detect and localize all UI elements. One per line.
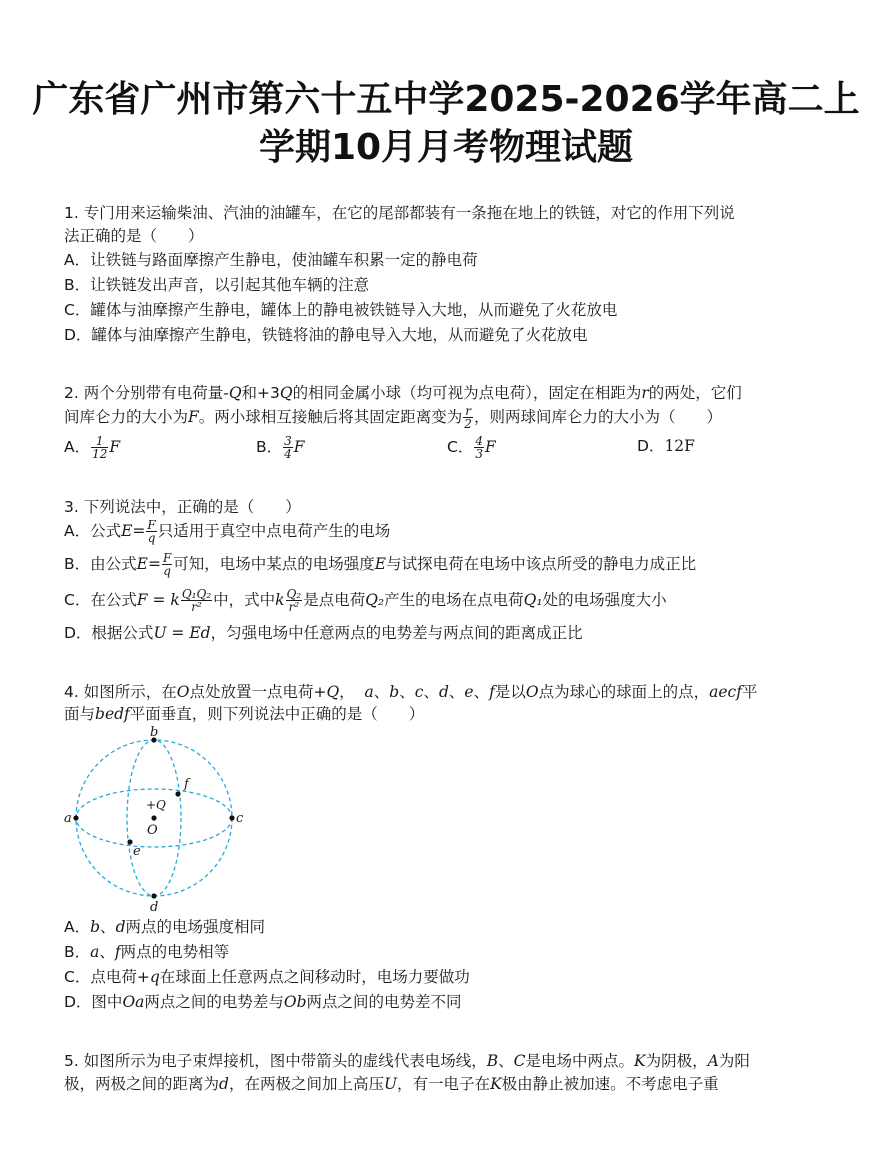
frac-den: q: [147, 531, 156, 545]
q4-var: Ob: [283, 993, 307, 1011]
q4-stem-line1: [64, 682, 757, 702]
q3-text: 与试探电荷在电场中该点所受的静电力成正比: [386, 555, 697, 573]
q2-var-q: Q: [228, 384, 242, 402]
point-f: [175, 791, 180, 796]
q2-option-b: [256, 434, 305, 460]
q2-text: 间库仑力的大小为: [64, 408, 189, 426]
q4-text: 两点的电场强度相同: [125, 918, 266, 936]
q3-text: 只适用于真空中点电荷产生的电场: [157, 522, 391, 540]
q3-fraction: [181, 588, 212, 613]
q3-formula: E=: [121, 522, 146, 540]
option-value: 12F: [664, 437, 695, 455]
q2-stem-line1: [64, 383, 742, 403]
option-label: B．: [256, 438, 283, 456]
q4-text: 两点的电势相等: [120, 943, 230, 961]
q2-option-d: [637, 436, 695, 456]
q1-option-c: C．罐体与油摩擦产生静电，罐体上的静电被铁链导入大地，从而避免了火花放电: [64, 301, 618, 319]
q4-var: e: [464, 683, 474, 701]
q5-text: 5. 如图所示为电子束焊接机，图中带箭头的虚线代表电场线，: [64, 1052, 487, 1070]
point-a: [73, 815, 78, 820]
q3-stem: 3. 下列说法中，正确的是（ ）: [64, 498, 301, 516]
q4-text: 、: [373, 683, 390, 701]
frac-den: r²: [191, 600, 202, 614]
q4-option-b: [64, 942, 229, 962]
q4-var: bedf: [95, 705, 130, 723]
q3-var-q1: Q₁: [523, 591, 543, 609]
q4-text: 、: [100, 918, 116, 936]
q5-text: 为阳: [718, 1052, 750, 1070]
q4-text: ，: [339, 683, 355, 701]
q3-formula: U = Ed: [153, 624, 211, 642]
q5-stem-line2: [64, 1074, 719, 1094]
q3-text: 是点电荷: [303, 591, 366, 609]
q4-var: a: [90, 943, 100, 961]
q5-text: 极由静止被加速。不考虑电子重: [501, 1075, 719, 1093]
sphere-diagram: [60, 724, 250, 914]
q4-text: A．: [64, 918, 91, 936]
q2-text: 。两小球相互接触后将其固定距离变为: [198, 408, 463, 426]
q3-formula: E=: [136, 555, 161, 573]
frac-den: 12: [92, 447, 108, 461]
q4-text: C．点电荷+: [64, 968, 150, 986]
q5-var: U: [383, 1075, 398, 1093]
q1-stem-line2: 法正确的是（ ）: [64, 227, 204, 245]
q4-text: B．: [64, 943, 91, 961]
q4-text: 4. 如图所示，在: [64, 683, 177, 701]
q4-text: 是以: [494, 683, 526, 701]
q4-var: aecf: [709, 683, 742, 701]
frac-den: 4: [284, 447, 292, 461]
q2-stem-line2: [64, 404, 722, 430]
q3-text: 产生的电场在点电荷: [384, 591, 524, 609]
point-d: [151, 893, 156, 898]
q4-var: a: [364, 683, 374, 701]
q4-var: O: [176, 683, 190, 701]
q2-text: 2. 两个分别带有电荷量-: [64, 384, 229, 402]
option-var: F: [293, 438, 305, 456]
q3-text: ，匀强电场中任意两点的电势差与两点间的距离成正比: [210, 624, 583, 642]
q3-var-e: E: [374, 555, 387, 573]
point-o: [151, 815, 156, 820]
frac-num: 3: [284, 434, 292, 448]
q4-text: 、: [448, 683, 465, 701]
q3-option-d: [64, 623, 583, 643]
option-label: A．: [64, 438, 91, 456]
label-e: e: [133, 844, 141, 859]
q4-text: 在球面上任意两点之间移动时，电场力要做功: [159, 968, 470, 986]
q4-text: 平面垂直，则下列说法中正确的是（ ）: [129, 705, 425, 723]
q1-option-b: B．让铁链发出声音，以引起其他车辆的注意: [64, 276, 370, 294]
q2-fraction: [463, 405, 473, 430]
q4-text: 平: [741, 683, 758, 701]
frac-den: 2: [464, 417, 472, 431]
frac-num: F: [162, 551, 172, 565]
q4-text: 、: [99, 943, 115, 961]
option-label: D．: [637, 437, 665, 455]
q5-text: 极，两极之间的距离为: [64, 1075, 220, 1093]
frac-num: 1: [91, 435, 108, 448]
q4-text: 、: [399, 683, 415, 701]
label-charge: +Q: [146, 798, 166, 812]
q2-var-q: Q: [279, 384, 293, 402]
point-e: [127, 839, 132, 844]
q5-text: 、: [498, 1052, 514, 1070]
q2-text: ，则两球间库仑力的大小为（ ）: [473, 408, 722, 426]
label-b: b: [150, 725, 159, 740]
q5-text: 为阴极，: [645, 1052, 708, 1070]
label-d: d: [150, 900, 159, 914]
q3-fraction: [146, 519, 156, 544]
q3-option-a: [64, 517, 390, 545]
q5-var: B: [486, 1052, 499, 1070]
option-var: F: [484, 438, 496, 456]
q2-text: 的相同金属小球（均可视为点电荷），固定在相距为: [292, 384, 642, 402]
q4-text: 点为球心的球面上的点，: [538, 683, 710, 701]
frac-num: r: [465, 404, 471, 418]
frac-num: Q₂: [286, 587, 302, 601]
q4-option-d: [64, 992, 462, 1012]
q3-text: 中，式中: [213, 591, 276, 609]
option-fraction: [474, 435, 484, 460]
q4-var: O: [525, 683, 539, 701]
q4-text: 两点之间的电势差不同: [306, 993, 462, 1011]
q5-text: ，有一电子在: [397, 1075, 491, 1093]
q5-text: 是电场中两点。: [525, 1052, 635, 1070]
sphere-points: [73, 737, 234, 898]
q4-var: q: [149, 968, 160, 986]
option-fraction: [283, 435, 293, 460]
q4-text: 点处放置一点电荷+: [189, 683, 327, 701]
q2-var-f: F: [188, 408, 199, 426]
q4-text: 两点之间的电势差与: [144, 993, 284, 1011]
q5-var: K: [490, 1075, 502, 1093]
frac-den: 3: [475, 447, 483, 461]
q2-option-c: [447, 434, 496, 460]
exam-title-line1: 广东省广州市第六十五中学2025-2026学年高二上: [32, 79, 860, 120]
q5-text: ，在两极之间加上高压: [228, 1075, 384, 1093]
q4-option-c: [64, 967, 470, 987]
q3-text: 处的电场强度大小: [542, 591, 667, 609]
q5-var: A: [707, 1052, 719, 1070]
q4-text: 面与: [64, 705, 96, 723]
q5-stem-line1: [64, 1051, 750, 1071]
frac-num: Q₁Q₂: [181, 587, 212, 601]
option-label: C．: [447, 438, 474, 456]
q1-option-a: A．让铁链与路面摩擦产生静电，使油罐车积累一定的静电荷: [64, 251, 478, 269]
q4-var: d: [438, 683, 449, 701]
q1-stem-line1: 1. 专门用来运输柴油、汽油的油罐车，在它的尾部都装有一条拖在地上的铁链，对它的作用下列说: [64, 204, 735, 222]
q3-text: 可知，电场中某点的电场强度: [173, 555, 375, 573]
label-c: c: [236, 811, 244, 826]
q4-text: 、: [423, 683, 439, 701]
q4-var: f: [489, 683, 495, 701]
option-fraction: [91, 435, 108, 460]
q3-fraction: [162, 552, 172, 577]
q4-text: 、: [473, 683, 490, 701]
q3-text: A．公式: [64, 522, 122, 540]
q3-text: D．根据公式: [64, 624, 154, 642]
q3-fraction: [286, 588, 303, 613]
q4-var: Q: [326, 683, 340, 701]
q4-stem-line2: [64, 704, 424, 724]
q4-option-a: [64, 917, 265, 937]
frac-den: q: [163, 564, 171, 578]
label-o: O: [147, 823, 158, 838]
exam-title-line2: 学期10月月考物理试题: [258, 127, 634, 168]
q5-var: K: [634, 1052, 646, 1070]
q4-text: D．图中: [64, 993, 123, 1011]
q4-var: f: [114, 943, 121, 961]
q3-formula: F = k: [136, 591, 180, 609]
q3-option-c: [64, 585, 667, 615]
q2-text: 和+3: [241, 384, 280, 402]
q3-text: C．在公式: [64, 591, 137, 609]
q2-option-a: [64, 434, 120, 460]
q4-var: b: [90, 918, 101, 936]
q5-var: d: [219, 1075, 229, 1093]
q4-var: c: [414, 683, 424, 701]
q3-text: B．由公式: [64, 555, 137, 573]
q4-var: d: [115, 918, 126, 936]
q3-var-q2: Q₂: [365, 591, 385, 609]
label-a: a: [64, 811, 72, 826]
q4-var: Oa: [122, 993, 145, 1011]
q2-var-r: r: [641, 384, 649, 402]
frac-den: r²: [288, 600, 300, 614]
q2-text: 的两处，它们: [648, 384, 742, 402]
frac-num: 4: [475, 434, 483, 448]
label-f: f: [184, 777, 189, 792]
q3-option-b: [64, 550, 696, 578]
option-var: F: [109, 438, 121, 456]
q4-var: b: [389, 683, 400, 701]
q5-var: C: [513, 1052, 526, 1070]
q3-var-k: k: [275, 591, 285, 609]
frac-num: F: [147, 518, 156, 532]
q1-option-d: D．罐体与油摩擦产生静电，铁链将油的静电导入大地，从而避免了火花放电: [64, 326, 588, 344]
point-c: [229, 815, 234, 820]
